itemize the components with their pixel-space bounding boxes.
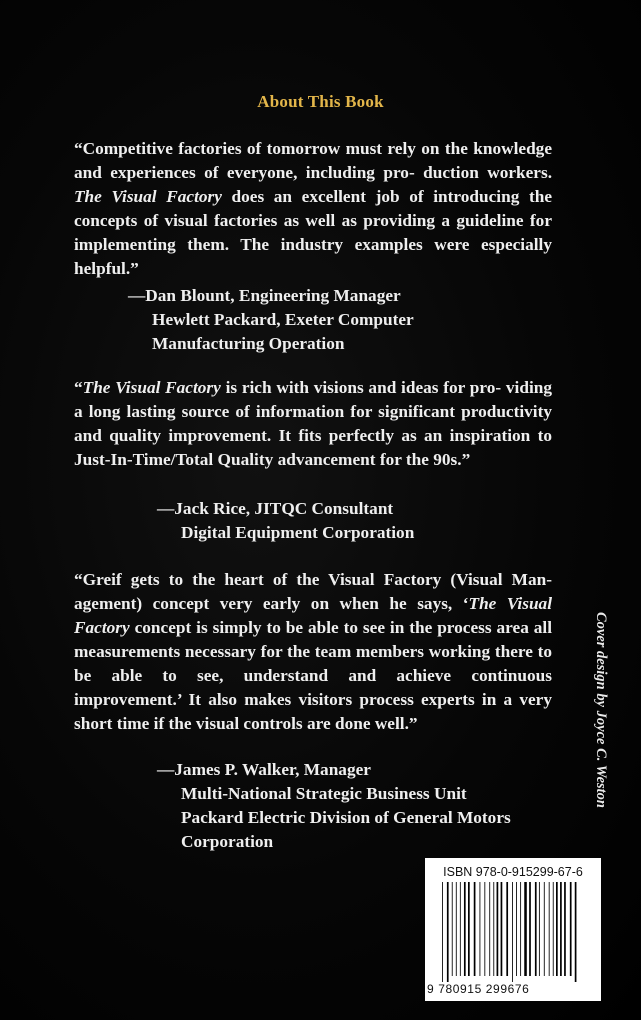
review-attribution-1: —Dan Blount, Engineering Manager Hewlett Packard, Exeter Computer Manufacturing Operation xyxy=(128,286,414,353)
section-heading: About This Book xyxy=(257,92,384,111)
cover-design-credit: Cover design by Joyce C. Weston xyxy=(593,612,609,808)
barcode-bar xyxy=(506,882,508,976)
review-quote-2: “The Visual Factory is rich with visions and ideas for pro- viding a long lasting source of information for significant productivity and quality improvement. It fits perfectly as an inspiration to Just-In-Time/Total Quality advancement for the 90s.” xyxy=(74,378,552,469)
barcode-bar xyxy=(529,882,531,976)
barcode-bar xyxy=(560,882,562,976)
review-attribution-2: —Jack Rice, JITQC Consultant Digital Equipment Corporation xyxy=(157,499,415,542)
barcode-bar xyxy=(493,882,494,976)
review-quote-1: “Competitive factories of tomorrow must rely on the knowledge and experiences of everyone, including pro- duction workers. The Visual Factory does an excellent job of introducing the concepts of visual factories as well as providing a guideline for implementing them. The industry examples were especially helpful.” xyxy=(74,139,553,278)
barcode-bar xyxy=(460,882,461,976)
barcode-bar xyxy=(553,882,554,976)
barcode-bar xyxy=(468,882,470,976)
barcode-bar xyxy=(524,882,527,976)
barcode-bar xyxy=(516,882,517,976)
review-quote-3: “Greif gets to the heart of the Visual Factory (Visual Man- agement) concept very early on when he says, ‘The Visual Factory concept is simply to be able to see in the process area all measurements necessary for the team members working there to be able to see, understand and achieve continuous improvement.’ It also makes visitors process experts in a very short time if the visual controls are done well.” xyxy=(74,570,553,733)
barcode-bar xyxy=(564,882,566,976)
book-title-italic: Factory xyxy=(74,618,130,637)
barcode-bar xyxy=(544,882,545,976)
barcode-bar xyxy=(512,882,513,982)
barcode-bar xyxy=(452,882,453,976)
isbn-barcode xyxy=(425,858,601,1001)
barcode-bar xyxy=(539,882,540,976)
barcode-digits: 9 780915 299676 xyxy=(427,982,530,996)
isbn-label: ISBN 978-0-915299-67-6 xyxy=(443,865,583,879)
barcode-bar xyxy=(484,882,485,976)
barcode-bars xyxy=(440,882,592,982)
barcode-bar xyxy=(501,882,503,976)
barcode-bar xyxy=(549,882,550,976)
book-title-italic: The Visual xyxy=(468,594,553,613)
barcode-bar xyxy=(480,882,481,976)
barcode-bar xyxy=(474,882,476,976)
barcode-bar xyxy=(535,882,537,976)
review-attribution-3: —James P. Walker, Manager Multi-National Strategic Business Unit Packard Electric Division of General Motors Corporation xyxy=(157,760,511,851)
book-title-italic: The Visual Factory xyxy=(74,187,222,206)
barcode-bar xyxy=(447,882,449,982)
barcode-bar xyxy=(464,882,466,976)
barcode-bar xyxy=(575,882,577,982)
barcode-bar xyxy=(489,882,490,976)
barcode-bar xyxy=(497,882,499,976)
barcode-bar xyxy=(570,882,572,976)
barcode-bar xyxy=(520,882,521,976)
barcode-bar xyxy=(442,882,443,982)
barcode-bar xyxy=(456,882,457,976)
barcode-bar xyxy=(556,882,558,976)
book-title-italic: The Visual Factory xyxy=(82,378,221,397)
